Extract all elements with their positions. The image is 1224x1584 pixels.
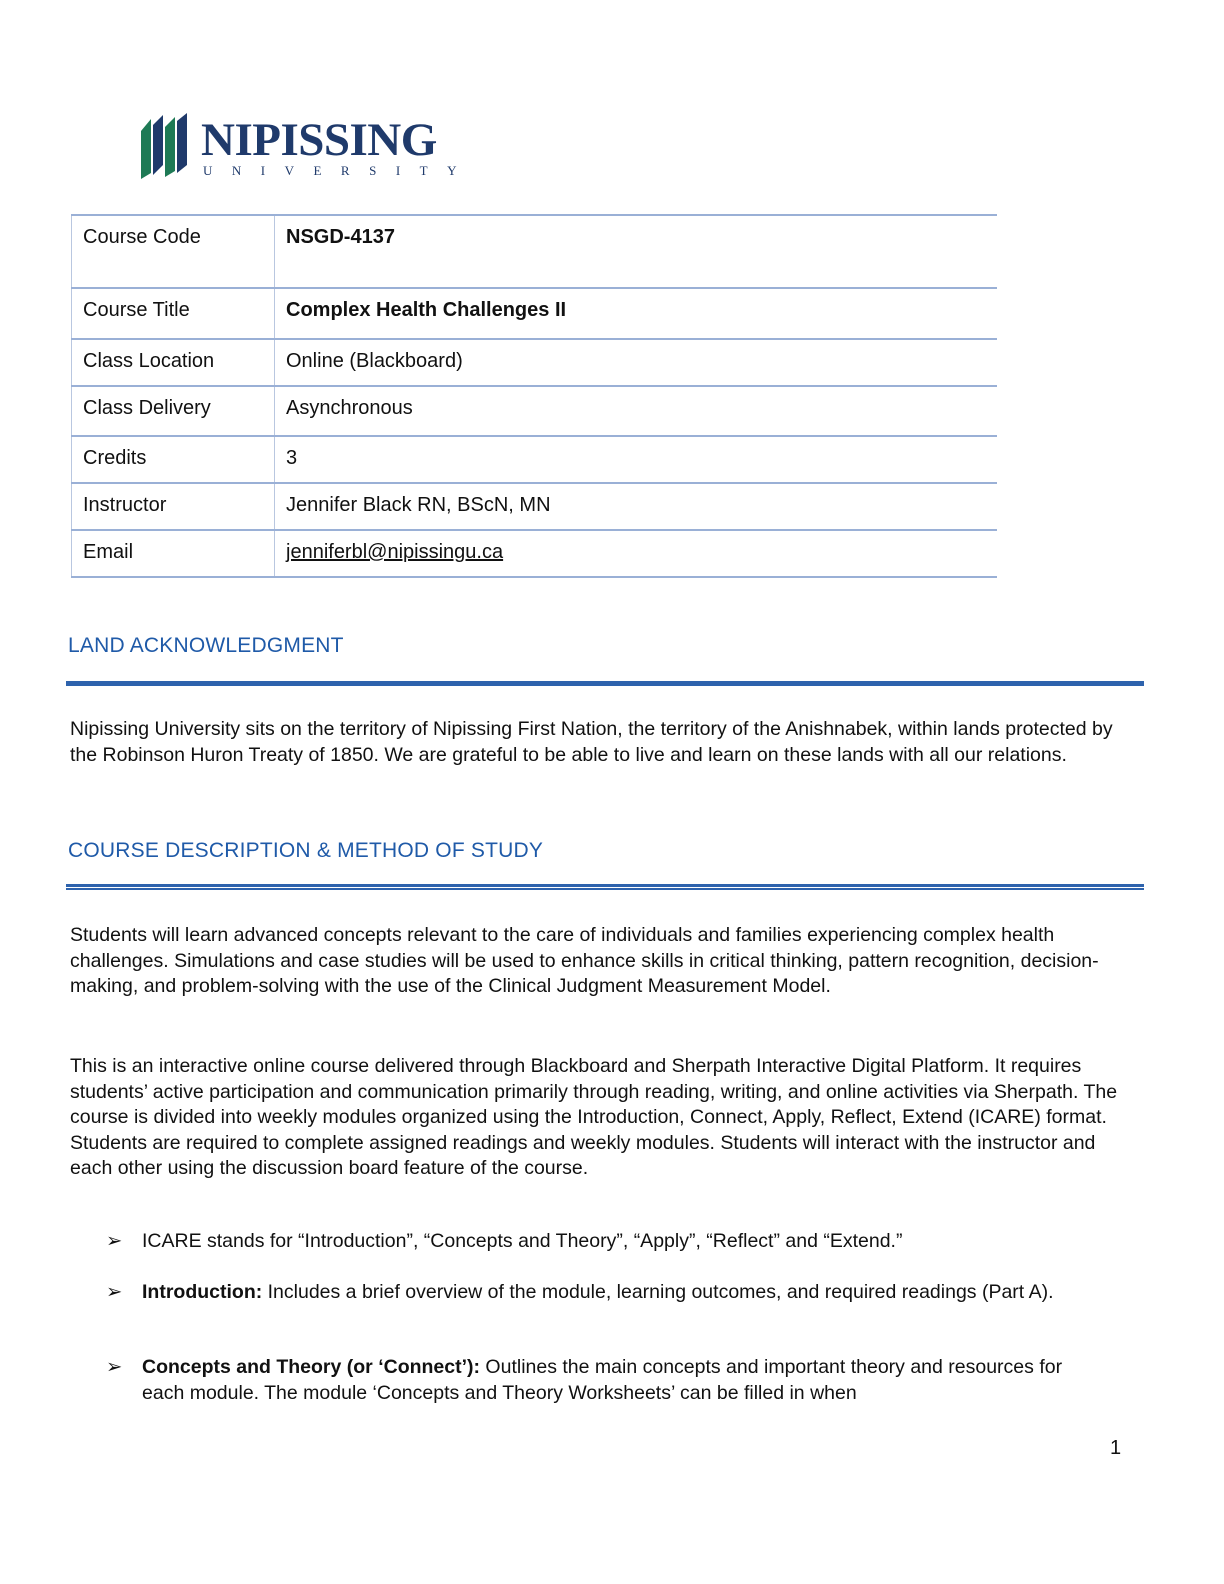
row-value: Asynchronous [275, 386, 998, 436]
bullet-text [142, 1355, 1106, 1406]
course-description-heading: COURSE DESCRIPTION & METHOD OF STUDY [68, 839, 544, 862]
nipissing-shield-icon [137, 113, 195, 179]
row-value [275, 530, 998, 577]
arrow-bullet-icon: ➢ [106, 1230, 123, 1252]
list-item [106, 1229, 1106, 1255]
row-label: Course Code [72, 215, 275, 288]
section-divider [66, 681, 1144, 686]
row-value: Online (Blackboard) [275, 339, 998, 386]
arrow-bullet-icon: ➢ [106, 1356, 123, 1378]
method-of-study-paragraph: This is an interactive online course delivered through Blackboard and Sherpath Interactive Digital Platform. It requires students’ active participation and communication primarily through reading, writing, and online activities via Sherpath. The course is divided into weekly modules organized using the Introduction, Connect, Apply, Reflect, Extend (ICARE) format. Students are required to complete assigned readings and weekly modules. Students will interact with the instructor and each other using the discussion board feature of the course. [70, 1055, 1118, 1179]
bullet-text [142, 1280, 1106, 1306]
land-acknowledgment-text: Nipissing University sits on the territory of Nipissing First Nation, the territory of the Anishnabek, within lands protected by the Robinson Huron Treaty of 1850. We are grateful to be able to live and learn on these lands with all our relations. [70, 718, 1113, 766]
list-item [106, 1355, 1106, 1406]
table-row [72, 288, 998, 339]
row-label: Instructor [72, 483, 275, 530]
bullet-detail: Includes a brief overview of the module, learning outcomes, and required readings (Part A). [262, 1281, 1054, 1303]
section-divider [66, 884, 1144, 890]
table-row [72, 483, 998, 530]
row-label: Course Title [72, 288, 275, 339]
university-logo [137, 113, 477, 181]
row-label: Class Location [72, 339, 275, 386]
row-value [275, 288, 998, 339]
course-title-value: Complex Health Challenges II [286, 299, 567, 321]
email-link[interactable]: jenniferbl@nipissingu.ca [286, 541, 504, 563]
bullet-term: Concepts and Theory (or ‘Connect’): [142, 1356, 481, 1378]
table-row [72, 215, 998, 288]
bullet-term: Introduction: [142, 1281, 263, 1303]
table-row [72, 530, 998, 577]
row-value: 3 [275, 436, 998, 483]
list-item [106, 1280, 1106, 1306]
row-label: Class Delivery [72, 386, 275, 436]
table-row [72, 386, 998, 436]
logo-subtitle: UNIVERSITY [203, 163, 476, 178]
row-label: Credits [72, 436, 275, 483]
bullet-text: ICARE stands for “Introduction”, “Concepts and Theory”, “Apply”, “Reflect” and “Extend.” [142, 1230, 903, 1252]
course-description-paragraph: Students will learn advanced concepts relevant to the care of individuals and families experiencing complex health challenges. Simulations and case studies will be used to enhance skills in critical thinking, pattern recognition, decision-making, and problem-solving with the use of the Clinical Judgment Measurement Model. [70, 924, 1099, 997]
row-label: Email [72, 530, 275, 577]
bullet-detail: Outlines the main concepts and important theory and resources for each module. The module ‘Concepts and Theory Worksheets’ can be filled in when [142, 1356, 1063, 1404]
course-info-table [71, 214, 997, 578]
arrow-bullet-icon: ➢ [106, 1281, 123, 1303]
logo-wordmark: NIPISSING [201, 114, 437, 166]
course-code-value: NSGD-4137 [286, 226, 395, 248]
table-row [72, 436, 998, 483]
row-value [275, 215, 998, 288]
land-acknowledgment-heading: LAND ACKNOWLEDGMENT [68, 634, 344, 657]
row-value: Jennifer Black RN, BScN, MN [275, 483, 998, 530]
page-number: 1 [1110, 1437, 1122, 1459]
table-row [72, 339, 998, 386]
